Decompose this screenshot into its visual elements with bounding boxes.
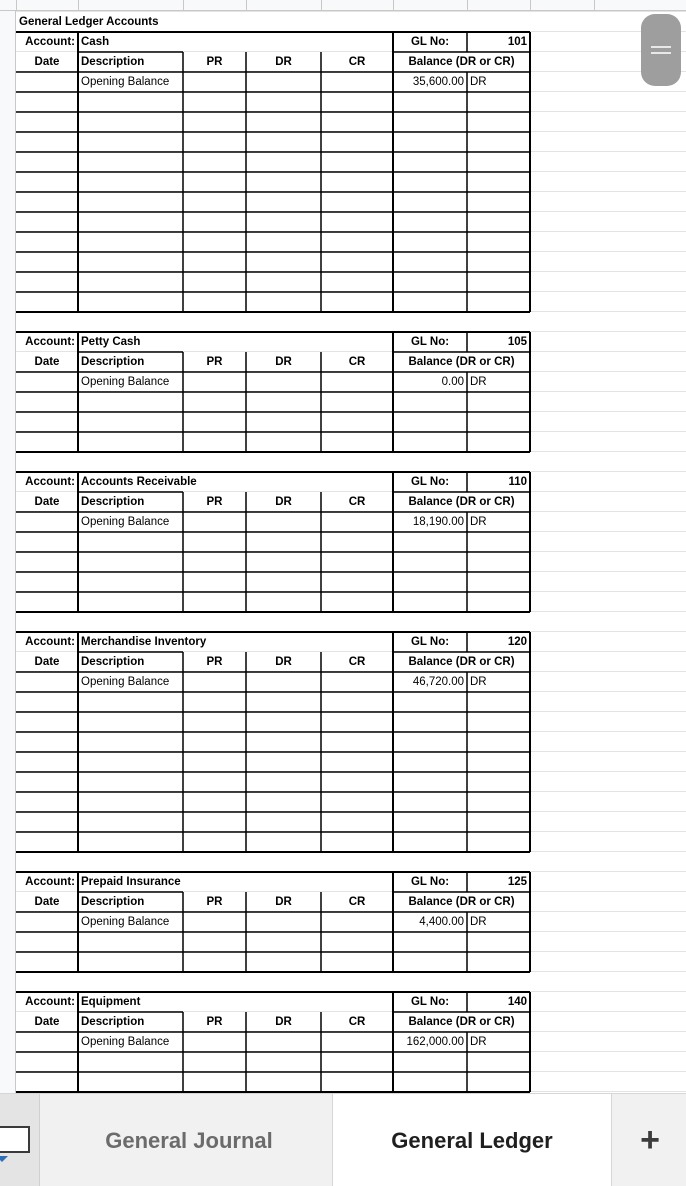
scroll-thumb-icon[interactable] bbox=[641, 14, 681, 86]
opening-balance-amount: 35,600.00 bbox=[412, 76, 464, 88]
cr-header: CR bbox=[348, 656, 366, 668]
balance-header: Balance (DR or CR) bbox=[408, 496, 515, 508]
opening-balance-amount: 0.00 bbox=[441, 376, 464, 388]
balance-header: Balance (DR or CR) bbox=[408, 356, 515, 368]
gl-number: 105 bbox=[507, 336, 527, 348]
date-header: Date bbox=[34, 496, 60, 508]
account-name: Petty Cash bbox=[81, 336, 141, 348]
opening-balance-label: Opening Balance bbox=[81, 516, 170, 528]
ledger-title: General Ledger Accounts bbox=[19, 16, 159, 28]
description-header: Description bbox=[81, 896, 145, 908]
opening-balance-amount: 18,190.00 bbox=[412, 516, 464, 528]
tab-general-ledger[interactable]: General Ledger bbox=[332, 1094, 612, 1186]
balance-side: DR bbox=[470, 1036, 487, 1048]
tab-general-journal[interactable]: General Journal bbox=[105, 1127, 273, 1153]
pr-header: PR bbox=[206, 656, 223, 668]
opening-balance-label: Opening Balance bbox=[81, 676, 170, 688]
description-header: Description bbox=[81, 656, 145, 668]
account-label: Account: bbox=[25, 996, 75, 1008]
date-header: Date bbox=[34, 656, 60, 668]
gl-number: 101 bbox=[507, 36, 527, 48]
date-header: Date bbox=[34, 1016, 60, 1028]
date-header: Date bbox=[34, 896, 60, 908]
account-label: Account: bbox=[25, 36, 75, 48]
cr-header: CR bbox=[348, 496, 366, 508]
opening-balance-amount: 162,000.00 bbox=[406, 1036, 464, 1048]
dr-header: DR bbox=[275, 656, 292, 668]
row-header-strip bbox=[0, 11, 16, 1093]
gl-number: 110 bbox=[508, 476, 527, 488]
date-header: Date bbox=[34, 356, 60, 368]
account-name: Merchandise Inventory bbox=[81, 636, 207, 648]
pr-header: PR bbox=[206, 496, 223, 508]
balance-side: DR bbox=[470, 676, 487, 688]
gl-no-label: GL No: bbox=[410, 36, 450, 48]
sheet-tab-bar bbox=[0, 1093, 686, 1186]
cr-header: CR bbox=[348, 1016, 366, 1028]
balance-side: DR bbox=[470, 376, 487, 388]
cr-header: CR bbox=[348, 56, 366, 68]
pr-header: PR bbox=[206, 896, 223, 908]
balance-side: DR bbox=[470, 916, 487, 928]
gl-no-label: GL No: bbox=[410, 336, 450, 348]
account-label: Account: bbox=[25, 636, 75, 648]
balance-side: DR bbox=[470, 516, 487, 528]
account-label: Account: bbox=[25, 336, 75, 348]
gl-no-label: GL No: bbox=[410, 996, 450, 1008]
balance-side: DR bbox=[470, 76, 487, 88]
gl-number: 120 bbox=[507, 636, 527, 648]
opening-balance-label: Opening Balance bbox=[81, 1036, 170, 1048]
account-name: Prepaid Insurance bbox=[81, 876, 181, 888]
dr-header: DR bbox=[275, 896, 292, 908]
pr-header: PR bbox=[206, 356, 223, 368]
date-header: Date bbox=[34, 56, 60, 68]
column-header-strip bbox=[0, 0, 686, 11]
description-header: Description bbox=[81, 356, 145, 368]
opening-balance-amount: 46,720.00 bbox=[412, 676, 464, 688]
dr-header: DR bbox=[275, 56, 292, 68]
gl-no-label: GL No: bbox=[410, 636, 450, 648]
opening-balance-amount: 4,400.00 bbox=[419, 916, 464, 928]
pr-header: PR bbox=[206, 56, 223, 68]
pr-header: PR bbox=[206, 1016, 223, 1028]
opening-balance-label: Opening Balance bbox=[81, 916, 170, 928]
cr-header: CR bbox=[348, 896, 366, 908]
dr-header: DR bbox=[275, 356, 292, 368]
account-name: Accounts Receivable bbox=[81, 476, 197, 488]
gl-number: 125 bbox=[507, 876, 527, 888]
opening-balance-label: Opening Balance bbox=[81, 76, 170, 88]
gl-no-label: GL No: bbox=[410, 476, 450, 488]
description-header: Description bbox=[81, 1016, 145, 1028]
balance-header: Balance (DR or CR) bbox=[408, 1016, 515, 1028]
account-label: Account: bbox=[25, 876, 75, 888]
opening-balance-label: Opening Balance bbox=[81, 376, 170, 388]
balance-header: Balance (DR or CR) bbox=[408, 656, 515, 668]
gl-no-label: GL No: bbox=[410, 876, 450, 888]
dr-header: DR bbox=[275, 1016, 292, 1028]
dr-header: DR bbox=[275, 496, 292, 508]
balance-header: Balance (DR or CR) bbox=[408, 896, 515, 908]
account-name: Equipment bbox=[81, 996, 141, 1008]
gl-number: 140 bbox=[507, 996, 527, 1008]
description-header: Description bbox=[81, 56, 145, 68]
sheet-list-icon[interactable] bbox=[0, 1094, 40, 1186]
cr-header: CR bbox=[348, 356, 366, 368]
balance-header: Balance (DR or CR) bbox=[408, 56, 515, 68]
description-header: Description bbox=[81, 496, 145, 508]
plus-icon[interactable]: + bbox=[640, 1121, 660, 1159]
account-name: Cash bbox=[81, 36, 110, 48]
account-label: Account: bbox=[25, 476, 75, 488]
